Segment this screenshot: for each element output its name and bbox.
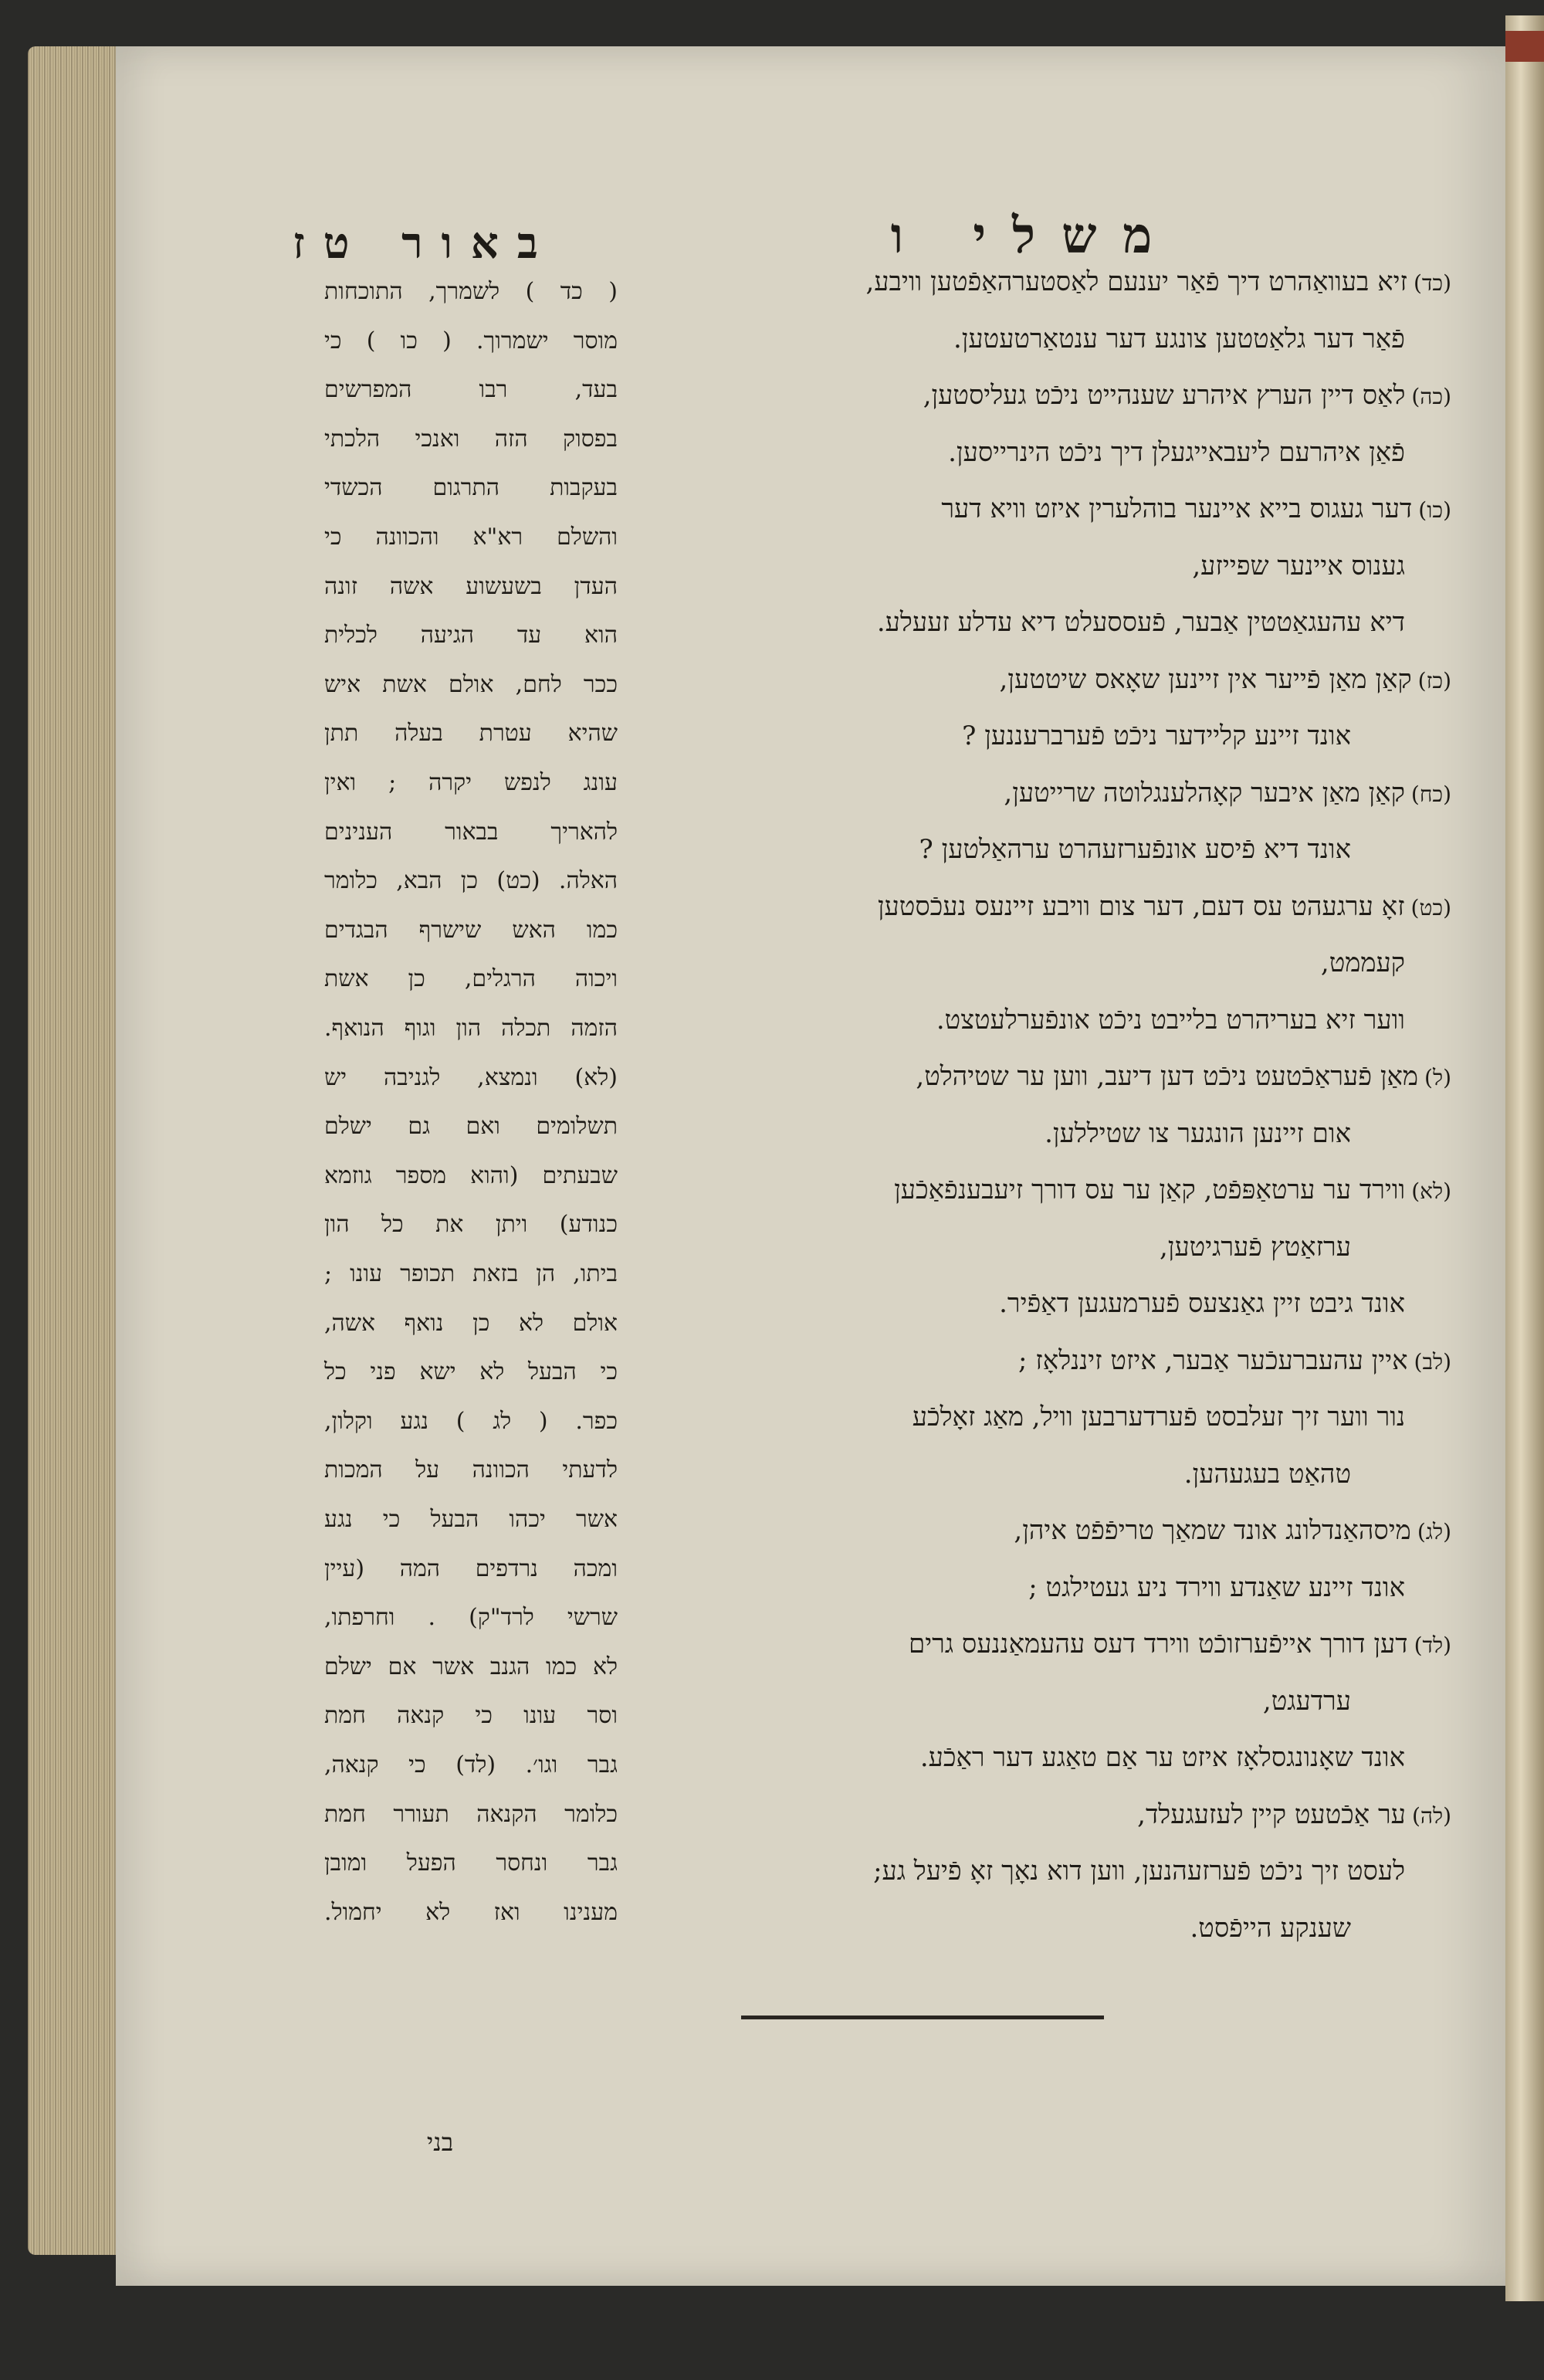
commentary-line: גבר ונחסר הפעל ומובן: [324, 1849, 618, 1877]
verse-text: מאַן פֿעראַכֿטעט ניכֿט דען דיעב, ווען ער שטיהלט,: [916, 1061, 1419, 1092]
commentary-line: אולם לא כן נואף אשה,: [324, 1309, 618, 1337]
verse-number: (כט): [1410, 894, 1451, 920]
facing-page-edge: [1505, 15, 1544, 2301]
verse-text: קאַן מאַן פֿייער אין זיינען שאָאס שיטטען,: [999, 663, 1412, 695]
verse-text: פֿאַן איהרעם ליעבאייגעלן דיך ניכֿט הינרייסען.: [948, 436, 1405, 468]
main-text-line: [679, 720, 1351, 751]
verse-number: (לג): [1417, 1519, 1451, 1544]
page-title-commentary: באור טז: [293, 218, 557, 269]
commentary-line: לא כמו הגנב אשר אם ישלם: [324, 1653, 618, 1680]
verse-number: (כז): [1417, 667, 1451, 693]
commentary-line: הזמה תכלה הון וגוף הנואף.: [324, 1015, 618, 1042]
commentary-line: להאריך בבאור הענינים: [324, 818, 618, 846]
verse-text: גענוס איינער שפייזע,: [1192, 550, 1405, 581]
main-text-line: [679, 324, 1405, 354]
verse-text: ערדעגט,: [1262, 1685, 1351, 1717]
commentary-line: (לא) ונמצא, לגניבה יש: [324, 1063, 618, 1091]
main-text-line: [679, 1288, 1405, 1319]
commentary-line: לדעתי הכוונה על המכות: [324, 1456, 618, 1484]
verse-text: נור ווער זיך זעלבסט פֿערדערבען וויל, מאַג זאָלכֿע: [912, 1402, 1405, 1432]
main-text-line: [679, 1913, 1351, 1944]
main-text-line: [679, 1572, 1405, 1603]
page-title-main: משלי ו: [890, 207, 1179, 265]
verse-text: ערזאַטץ פֿערגיטען,: [1159, 1231, 1351, 1263]
verse-text: טהאַט בעגעהען.: [1183, 1458, 1351, 1490]
main-text-line: [679, 1118, 1351, 1149]
verse-text: אונד שאָנונגסלאָז איזט ער אַם טאַגע דער ראַכֿע.: [919, 1742, 1405, 1773]
verse-number: (כו): [1418, 497, 1451, 523]
verse-text: דער געגוס בייא איינער בוהלערין איזט וויא דער: [941, 493, 1413, 524]
main-text-line: [679, 1629, 1451, 1661]
verse-text: ווירד ער ערטאַפּפֿט, קאַן ער עס דורך זיעבענפֿאַכֿען: [894, 1175, 1406, 1205]
main-text-line: [679, 1175, 1451, 1207]
verse-text: אום זיינען הונגער צו שטיללען.: [1045, 1117, 1351, 1149]
main-text-line: [679, 1742, 1405, 1773]
commentary-line: אשר יכהו הבעל כי נגע: [324, 1506, 618, 1533]
main-text-line: [679, 1515, 1451, 1548]
verse-text: אונד דיא פֿיסע אונפֿערזעהרט ערהאַלטען ?: [919, 834, 1351, 865]
verse-text: דען דורך אייפֿערזוכֿט ווירד דעס עהעמאַננעס גרים: [909, 1629, 1408, 1660]
main-text-line: [679, 1686, 1351, 1717]
main-text-line: [679, 778, 1451, 810]
verse-number: (לד): [1414, 1632, 1451, 1658]
verse-text: זיא בעוואַהרט דיך פֿאַר יענעם לאַסטערהאַפֿטען וויבע,: [865, 266, 1407, 297]
main-text-line: [679, 551, 1405, 581]
verse-text: קאַן מאַן איבער קאָהלענגלוטה שרייטען,: [1004, 777, 1405, 809]
commentary-line: ומכה נרדפים המה (עיין: [324, 1554, 618, 1582]
verse-number: (לא): [1411, 1178, 1451, 1204]
commentary-line: שהיא עטרת בעלה תתן: [324, 720, 618, 748]
verse-number: (כה): [1411, 384, 1451, 409]
verse-text: מיסהאַנדלונג אונד שמאַך טריפֿפֿט איהן,: [1014, 1515, 1411, 1546]
verse-number: (לב): [1414, 1348, 1451, 1375]
verse-text: לאַס דיין הערץ איהרע שענהייט ניכֿט געליסטען,: [923, 380, 1406, 411]
commentary-line: וסר עונו כי קנאה חמת: [324, 1702, 618, 1730]
verse-number: (לה): [1411, 1802, 1451, 1829]
commentary-line: כפר. ( לג ) נגע וקלון,: [324, 1407, 618, 1435]
main-text-line: [679, 493, 1451, 526]
verse-text: דיא עהעגאַטטין אַבער, פֿעססעלט דיא עדלע זעעלע.: [876, 607, 1405, 638]
main-text-line: [679, 437, 1405, 468]
verse-number: (ל): [1424, 1065, 1451, 1090]
commentary-line: שבעתים (והוא מספר גוזמא: [324, 1161, 618, 1189]
verse-text: לעסט זיך ניכֿט פֿערזעהנען, ווען דוא נאָך זאָ פֿיעל גע;: [873, 1856, 1405, 1887]
verse-text: אונד גיבט זיין גאַנצעס פֿערמעגען דאַפֿיר.: [999, 1288, 1405, 1319]
commentary-line: בעד, רבו המפרשים: [324, 376, 618, 404]
commentary-line: האלה. (כט) כן הבא, כלומר: [324, 867, 618, 895]
main-text-line: [679, 380, 1451, 412]
verse-text: קעממט,: [1320, 948, 1405, 978]
section-divider: [741, 2016, 1104, 2019]
commentary-line: כי הבעל לא ישא פני כל: [324, 1358, 618, 1386]
commentary-line: שרשי לרד"ק) . וחרפתו,: [324, 1604, 618, 1632]
commentary-line: והשלם רא"א והכוונה כי: [324, 524, 618, 551]
commentary-line: ביתו, הן בזאת תכופר עונו ;: [324, 1260, 618, 1287]
commentary-line: ויכוה הרגלים, כן אשת: [324, 965, 618, 993]
main-text-line: [679, 1232, 1351, 1263]
commentary-line: ( כד ) לשמרך, התוכחות: [324, 278, 618, 305]
commentary-line: ככר לחם, אולם אשת איש: [324, 670, 618, 698]
main-text-line: [679, 664, 1451, 697]
main-text-line: [679, 1856, 1405, 1887]
book-page-edges: [28, 46, 120, 2255]
verse-text: זאָ ערגעהט עס דעם, דער צום וויבע זיינעס נעכֿסטען: [877, 890, 1405, 922]
main-text-line: [679, 1345, 1451, 1378]
commentary-line: עונג לנפש יקרה ; ואין: [324, 769, 618, 796]
verse-text: ער אַכֿטעט קיין לעזעגעלד,: [1137, 1799, 1406, 1830]
catchword: בני: [426, 2127, 454, 2157]
verse-text: איין עהעברעכֿער אַבער, איזט זיננלאָז ;: [1018, 1344, 1408, 1376]
main-text-line: [679, 948, 1405, 978]
verse-number: (כח): [1410, 781, 1451, 807]
main-text-line: [679, 607, 1405, 638]
verse-text: שענקע הייפֿסט.: [1190, 1912, 1351, 1944]
commentary-line: בפסוק הזה ואנכי הלכתי: [324, 425, 618, 453]
main-text-line: [679, 1459, 1351, 1490]
main-text-line: [679, 1799, 1451, 1832]
main-text-line: [679, 834, 1351, 865]
commentary-line: כנודע) ויתן את כל הון: [324, 1211, 618, 1239]
commentary-line: בעקבות התרגום הכשדי: [324, 474, 618, 502]
commentary-line: מענינו ואז לא יחמול.: [324, 1898, 618, 1926]
binding-band: [1505, 31, 1544, 62]
verse-text: אונד זיינע שאַנדע ווירד ניע געטילגט ;: [1028, 1571, 1405, 1603]
commentary-line: מוסר ישמרוך. ( כו ) כי: [324, 327, 618, 354]
commentary-line: כמו האש שישרף הבגדים: [324, 916, 618, 944]
commentary-line: הוא עד הגיעה לכלית: [324, 622, 618, 649]
verse-text: פֿאַר דער גלאַטטען צונגע דער ענטאַרטעטען.: [953, 323, 1405, 354]
commentary-line: תשלומים ואם גם ישלם: [324, 1113, 618, 1141]
main-text-line: [679, 1061, 1451, 1093]
commentary-line: כלומר הקנאה תעורר חמת: [324, 1800, 618, 1828]
commentary-line: גבר וגו׳. (לד) כי קנאה,: [324, 1751, 618, 1778]
verse-number: (כד): [1414, 270, 1451, 296]
main-text-line: [679, 1005, 1405, 1036]
verse-text: אונד זיינע קליידער ניכֿט פֿערברעננען ?: [962, 720, 1351, 751]
verse-text: ווער זיא בעריהרט בלייבט ניכֿט אונפֿערלעטצט.: [936, 1004, 1405, 1036]
main-text-line: [679, 891, 1451, 924]
main-text-line: [679, 266, 1451, 299]
main-text-line: [679, 1402, 1405, 1432]
commentary-line: העדן בשעשוע אשה זונה: [324, 572, 618, 600]
